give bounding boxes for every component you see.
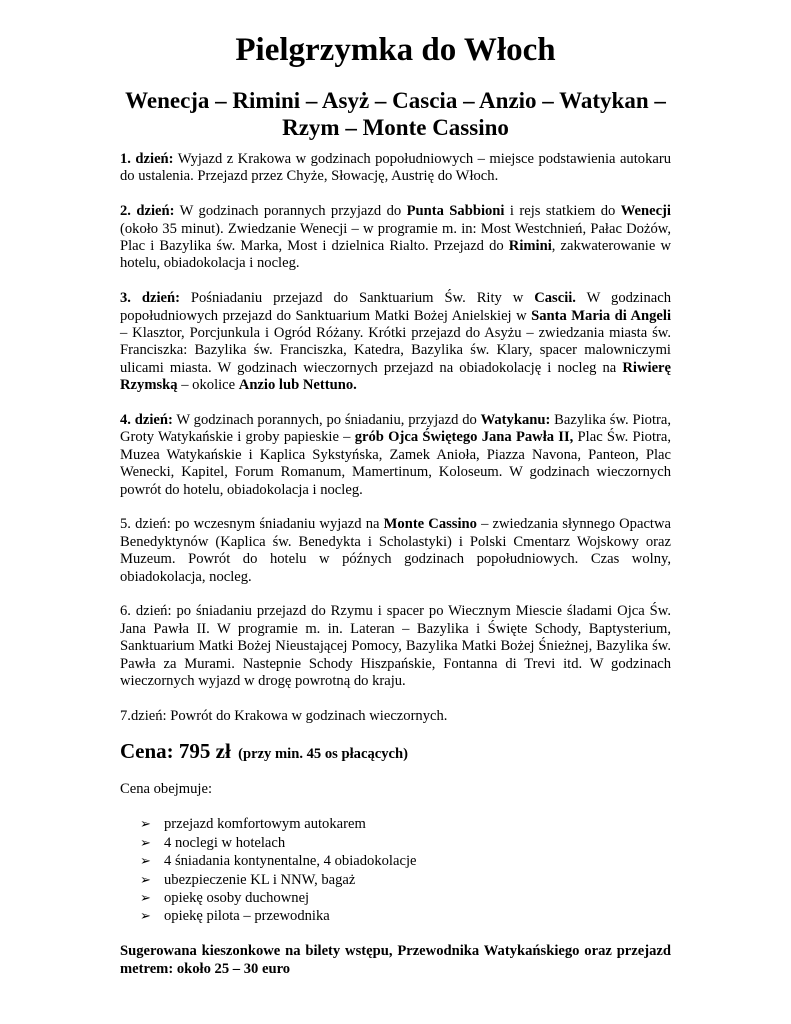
- day-4-paragraph: [120, 412, 671, 499]
- day-text-bold: Santa Maria di Angeli: [531, 307, 672, 324]
- day-text-bold: Rimini: [508, 238, 552, 255]
- day-text-bold: Wenecji: [620, 203, 671, 220]
- day-text: 5. dzień: po wczesnym śniadaniu wyjazd na: [120, 516, 384, 533]
- arrow-bullet-icon: ➢: [140, 853, 151, 869]
- day-text-bold: Anzio lub Nettuno.: [238, 377, 357, 394]
- day-5-paragraph: [120, 516, 671, 586]
- document-body: [120, 151, 671, 995]
- day-text-bold: Punta Sabbioni: [406, 203, 505, 220]
- day-text: (około 35 minut). Zwiedzanie Wenecji – w programie m. in: Most Westchnień, Pałac Dożów, Plac i Bazylika św. Marka, Most i dzielnica Rialto. Przejazd do: [120, 220, 671, 255]
- day-text: W godzinach popołudniowych przejazd do Sanktuarium Matki Bożej Anielskiej w: [120, 290, 672, 324]
- day-text-bold: 2. dzień:: [120, 203, 175, 220]
- includes-item-text: przejazd komfortowym autokarem: [164, 816, 366, 833]
- day-text-bold: 3. dzień:: [120, 290, 180, 307]
- includes-item: [140, 907, 671, 925]
- price-line: [120, 738, 671, 763]
- day-text-bold: Watykanu:: [480, 412, 551, 429]
- day-1-paragraph: [120, 151, 671, 186]
- day-7-paragraph: [120, 708, 671, 725]
- arrow-bullet-icon: ➢: [140, 834, 151, 850]
- day-text: Plac Św. Piotra, Muzea Watykańskie i Kaplica Sykstyńska, Zamek Anioła, Piazza Navona, Panteon, Plac Wenecki, Kapitel, Forum Romanum, Mamertinum, Koloseum. W godzinach wieczornych powrót do hotelu, obiadokolacja i nocleg.: [120, 429, 672, 498]
- day-text: – Klasztor, Porcjunkula i Ogród Różany. Krótki przejazd do Asyżu – zwiedzania miasta św. Franciszka: Bazylika św. Franciszka, Katedra, Bazylika św. Klary, spacer malowniczymi ulicami miasta. W godzinach wieczornych przejazd na obiadokolację i nocleg na: [120, 325, 671, 376]
- day-text: – zwiedzania słynnego Opactwa Benedyktynów (Kaplica św. Benedykta i Scholastyki) i Polski Cmentarz Wojskowy oraz Muzeum. Powrót do hotelu w późnych godzinach popołudniowych. Czas wolny, obiadokolacja, nocleg.: [120, 516, 671, 585]
- pocket-money-note: Sugerowana kieszonkowe na bilety wstępu, Przewodnika Watykańskiego oraz przejazd metrem: około 25 – 30 euro: [120, 943, 671, 977]
- includes-item: [140, 834, 671, 852]
- day-text: Bazylika św. Piotra, Groty Watykańskie i groby papieskie –: [120, 412, 671, 446]
- arrow-bullet-icon: ➢: [140, 871, 151, 887]
- includes-item-text: opiekę osoby duchownej: [164, 889, 310, 906]
- day-2-paragraph: [120, 203, 671, 273]
- includes-item: [140, 871, 671, 889]
- arrow-bullet-icon: ➢: [140, 889, 151, 905]
- includes-item: [140, 852, 671, 870]
- day-text-bold: Riwierę Rzymską: [120, 359, 671, 394]
- day-text-bold: 4. dzień:: [120, 412, 173, 429]
- day-text-bold: grób Ojca Świętego Jana Pawła II,: [354, 429, 574, 446]
- includes-item: [140, 889, 671, 907]
- itinerary: [120, 151, 671, 725]
- day-text: , zakwaterowanie w hotelu, obiadokolacja i nocleg.: [120, 238, 671, 272]
- includes-item-text: 4 śniadania kontynentalne, 4 obiadokolacje: [164, 853, 417, 870]
- day-text: W godzinach porannych przyjazd do: [174, 203, 407, 220]
- includes-item-text: 4 noclegi w hotelach: [164, 834, 286, 851]
- arrow-bullet-icon: ➢: [140, 816, 151, 832]
- includes-item-text: ubezpieczenie KL i NNW, bagaż: [164, 871, 356, 888]
- day-text: Pośniadaniu przejazd do Sanktuarium Św. Rity w: [179, 290, 535, 307]
- price-amount: Cena: 795 zł: [120, 738, 231, 763]
- includes-label: Cena obejmuje:: [120, 780, 212, 797]
- day-text-bold: Cascii.: [534, 290, 576, 307]
- route-subtitle: Wenecja – Rimini – Asyż – Cascia – Anzio – Watykan – Rzym – Monte Cassino: [125, 88, 666, 140]
- day-text: – okolice: [177, 377, 239, 394]
- price-note: (przy min. 45 os płacących): [238, 745, 408, 762]
- day-6-paragraph: [120, 603, 671, 690]
- includes-list: [120, 815, 671, 925]
- day-text: i rejs statkiem do: [504, 203, 621, 220]
- day-text: Wyjazd z Krakowa w godzinach popołudniowych – miejsce podstawienia autokaru do ustalenia. Przejazd przez Chyże, Słowację, Austrię do Włoch.: [120, 151, 672, 185]
- day-text-bold: 1. dzień:: [120, 151, 174, 167]
- day-3-paragraph: [120, 290, 671, 394]
- day-text: W godzinach porannych, po śniadaniu, przyjazd do: [172, 412, 481, 429]
- day-text: 6. dzień: po śniadaniu przejazd do Rzymu i spacer po Wiecznym Miescie śladami Ojca Św. Jana Pawła II. W programie m. in. Lateran – Bazylika i Święte Schody, Baptysterium, Sanktuarium Matki Bożej Nieustającej Pomocy, Bazylika Matki Bożej Śnieżnej, Bazylika św. Pawła za Murami. Nastepnie Schody Hiszpańskie, Fontanna di Trevi itd. W godzinach wieczornych wyjazd w drogę powrotną do kraju.: [120, 603, 671, 690]
- document-title: Pielgrzymka do Włoch: [235, 32, 556, 68]
- arrow-bullet-icon: ➢: [140, 908, 151, 924]
- day-text: 7.dzień: Powrót do Krakowa w godzinach wieczornych.: [120, 707, 448, 724]
- includes-item-text: opiekę pilota – przewodnika: [164, 908, 330, 925]
- day-text-bold: Monte Cassino: [383, 516, 477, 533]
- includes-item: [140, 815, 671, 833]
